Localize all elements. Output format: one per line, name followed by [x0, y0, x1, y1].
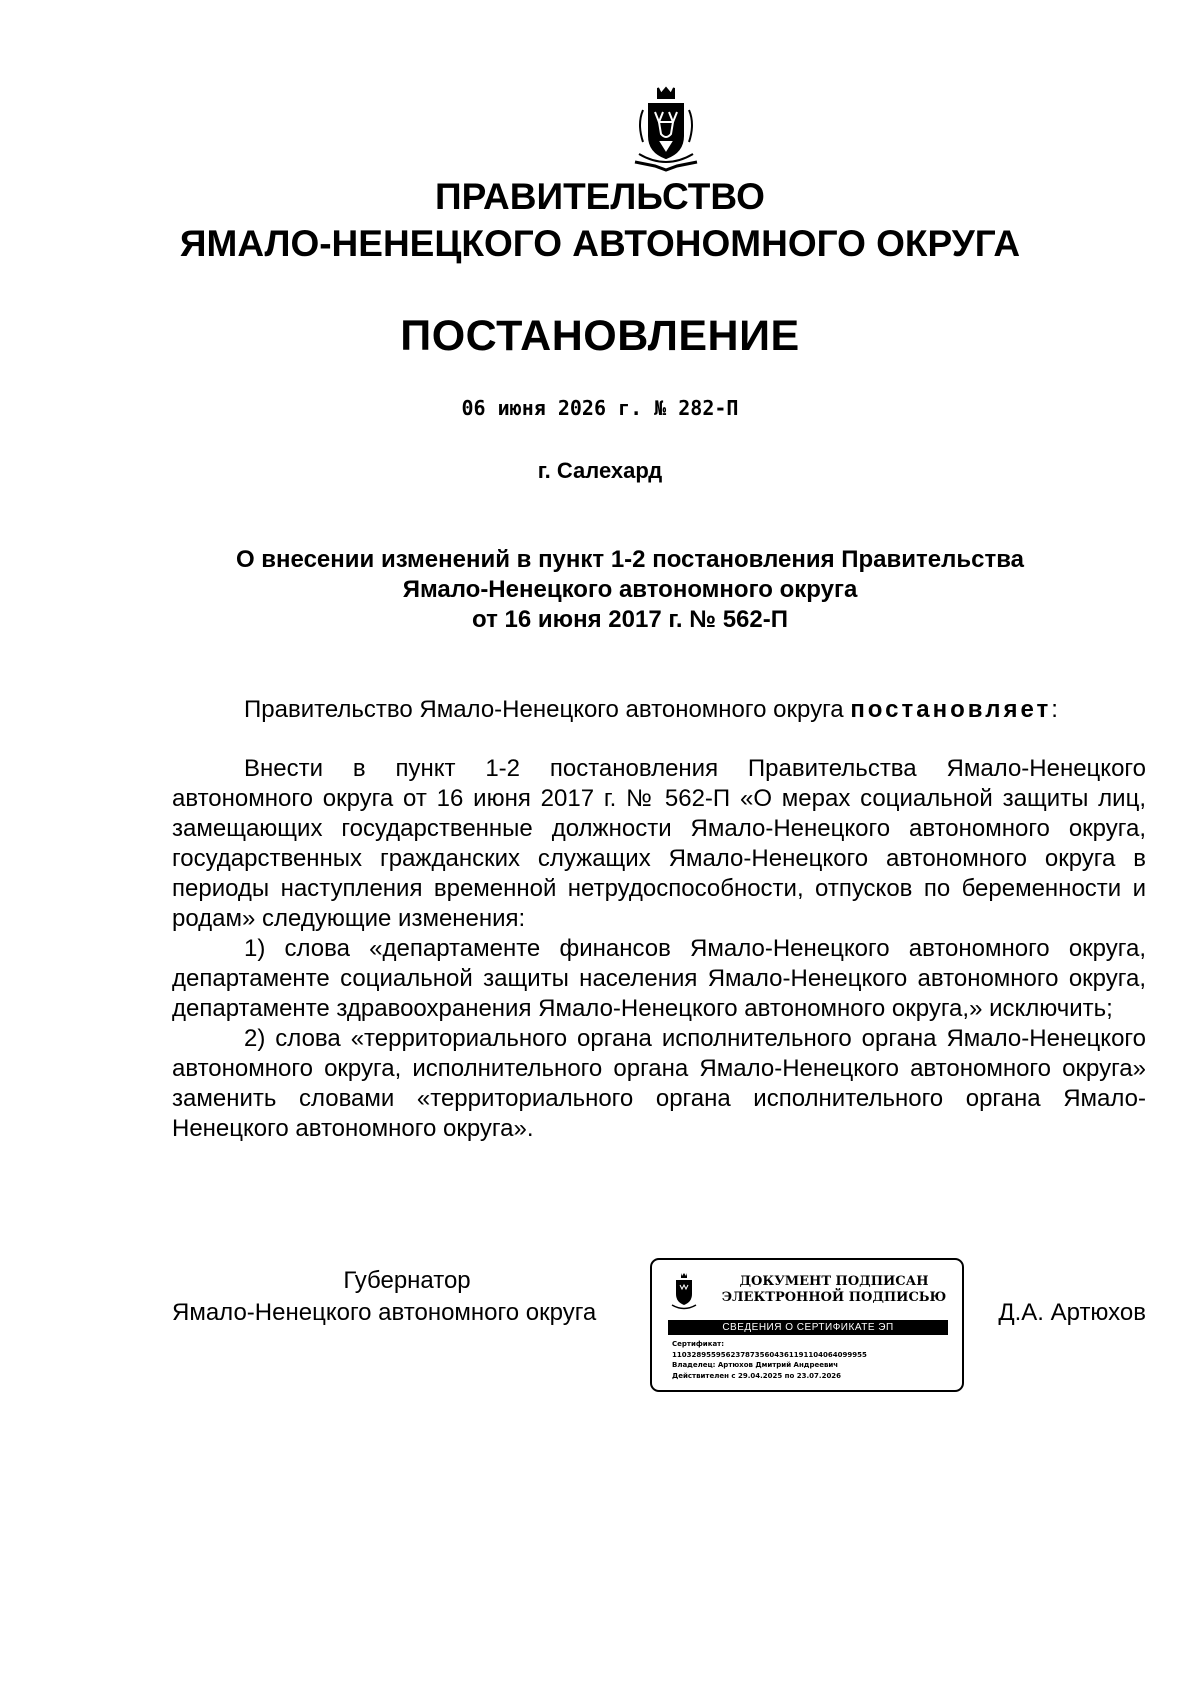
document-date-number: 06 июня 2026 г. № 282-П — [461, 396, 739, 420]
subject-line: О внесении изменений в пункт 1-2 постановления Правительства — [235, 546, 1025, 573]
body-paragraph: Внести в пункт 1-2 постановления Правительства Ямало-Ненецкого автономного округа от 16 июня 2017 г. № 562-П «О мерах социальной защиты лиц, замещающих государственные должности Ямало-Ненецкого автономного округа, государственных гражданских служащих Ямало-Ненецкого автономного округа в периоды наступления временной нетрудоспособности, отпусков по беременности и родам» следующие изменения: — [172, 755, 1146, 932]
document-body — [172, 754, 1146, 1144]
preamble — [244, 696, 1058, 724]
subject-line: от 16 июня 2017 г. № 562-П — [472, 606, 788, 633]
body-paragraph: 1) слова «департаменте финансов Ямало-Ненецкого автономного округа, департаменте социальной защиты населения Ямало-Ненецкого автономного округа, департаменте здравоохранения Ямало-Ненецкого автономного округа,» исключить; — [172, 935, 1146, 1022]
stamp-title-line: ЭЛЕКТРОННОЙ ПОДПИСЬЮ — [721, 1290, 947, 1305]
cert-label: Сертификат: — [672, 1340, 725, 1348]
preamble-text: Правительство Ямало-Ненецкого автономного округа — [244, 696, 851, 723]
coat-of-arms-icon — [668, 1272, 700, 1312]
stamp-title-line: ДОКУМЕНТ ПОДПИСАН — [739, 1274, 929, 1289]
signatory-title: Губернатор — [343, 1267, 471, 1294]
org-name-line1: ПРАВИТЕЛЬСТВО — [435, 176, 765, 217]
preamble-colon: : — [1051, 696, 1058, 723]
cert-owner: Владелец: Артюхов Дмитрий Андреевич — [672, 1361, 839, 1369]
body-paragraph: 2) слова «территориального органа исполнительного органа Ямало-Ненецкого автономного округа, исполнительного органа Ямало-Ненецкого автономного округа» заменить словами «территориального органа исполнительного органа Ямало-Ненецкого автономного округа». — [172, 1025, 1146, 1142]
signatory-name: Д.А. Артюхов — [998, 1299, 1146, 1326]
certificate-info-bar: СВЕДЕНИЯ О СЕРТИФИКАТЕ ЭП — [668, 1320, 948, 1335]
document-city: г. Салехард — [537, 458, 663, 483]
subject-line: Ямало-Ненецкого автономного округа — [402, 576, 858, 603]
coat-of-arms-icon — [625, 84, 707, 176]
org-name-line2: ЯМАЛО-НЕНЕЦКОГО АВТОНОМНОГО ОКРУГА — [179, 223, 1021, 264]
preamble-verb: постановляет — [850, 696, 1052, 723]
document-subject — [200, 545, 1060, 635]
cert-validity: Действителен с 29.04.2025 по 23.07.2026 — [672, 1371, 842, 1380]
certificate-details — [672, 1339, 867, 1381]
electronic-signature-stamp — [650, 1258, 964, 1392]
stamp-title — [712, 1274, 956, 1306]
signatory-position — [172, 1265, 642, 1329]
signatory-region: Ямало-Ненецкого автономного округа — [172, 1299, 597, 1326]
cert-number: 1103289559562378735604361191104064099955 — [672, 1350, 867, 1359]
document-type: ПОСТАНОВЛЕНИЕ — [400, 312, 800, 360]
